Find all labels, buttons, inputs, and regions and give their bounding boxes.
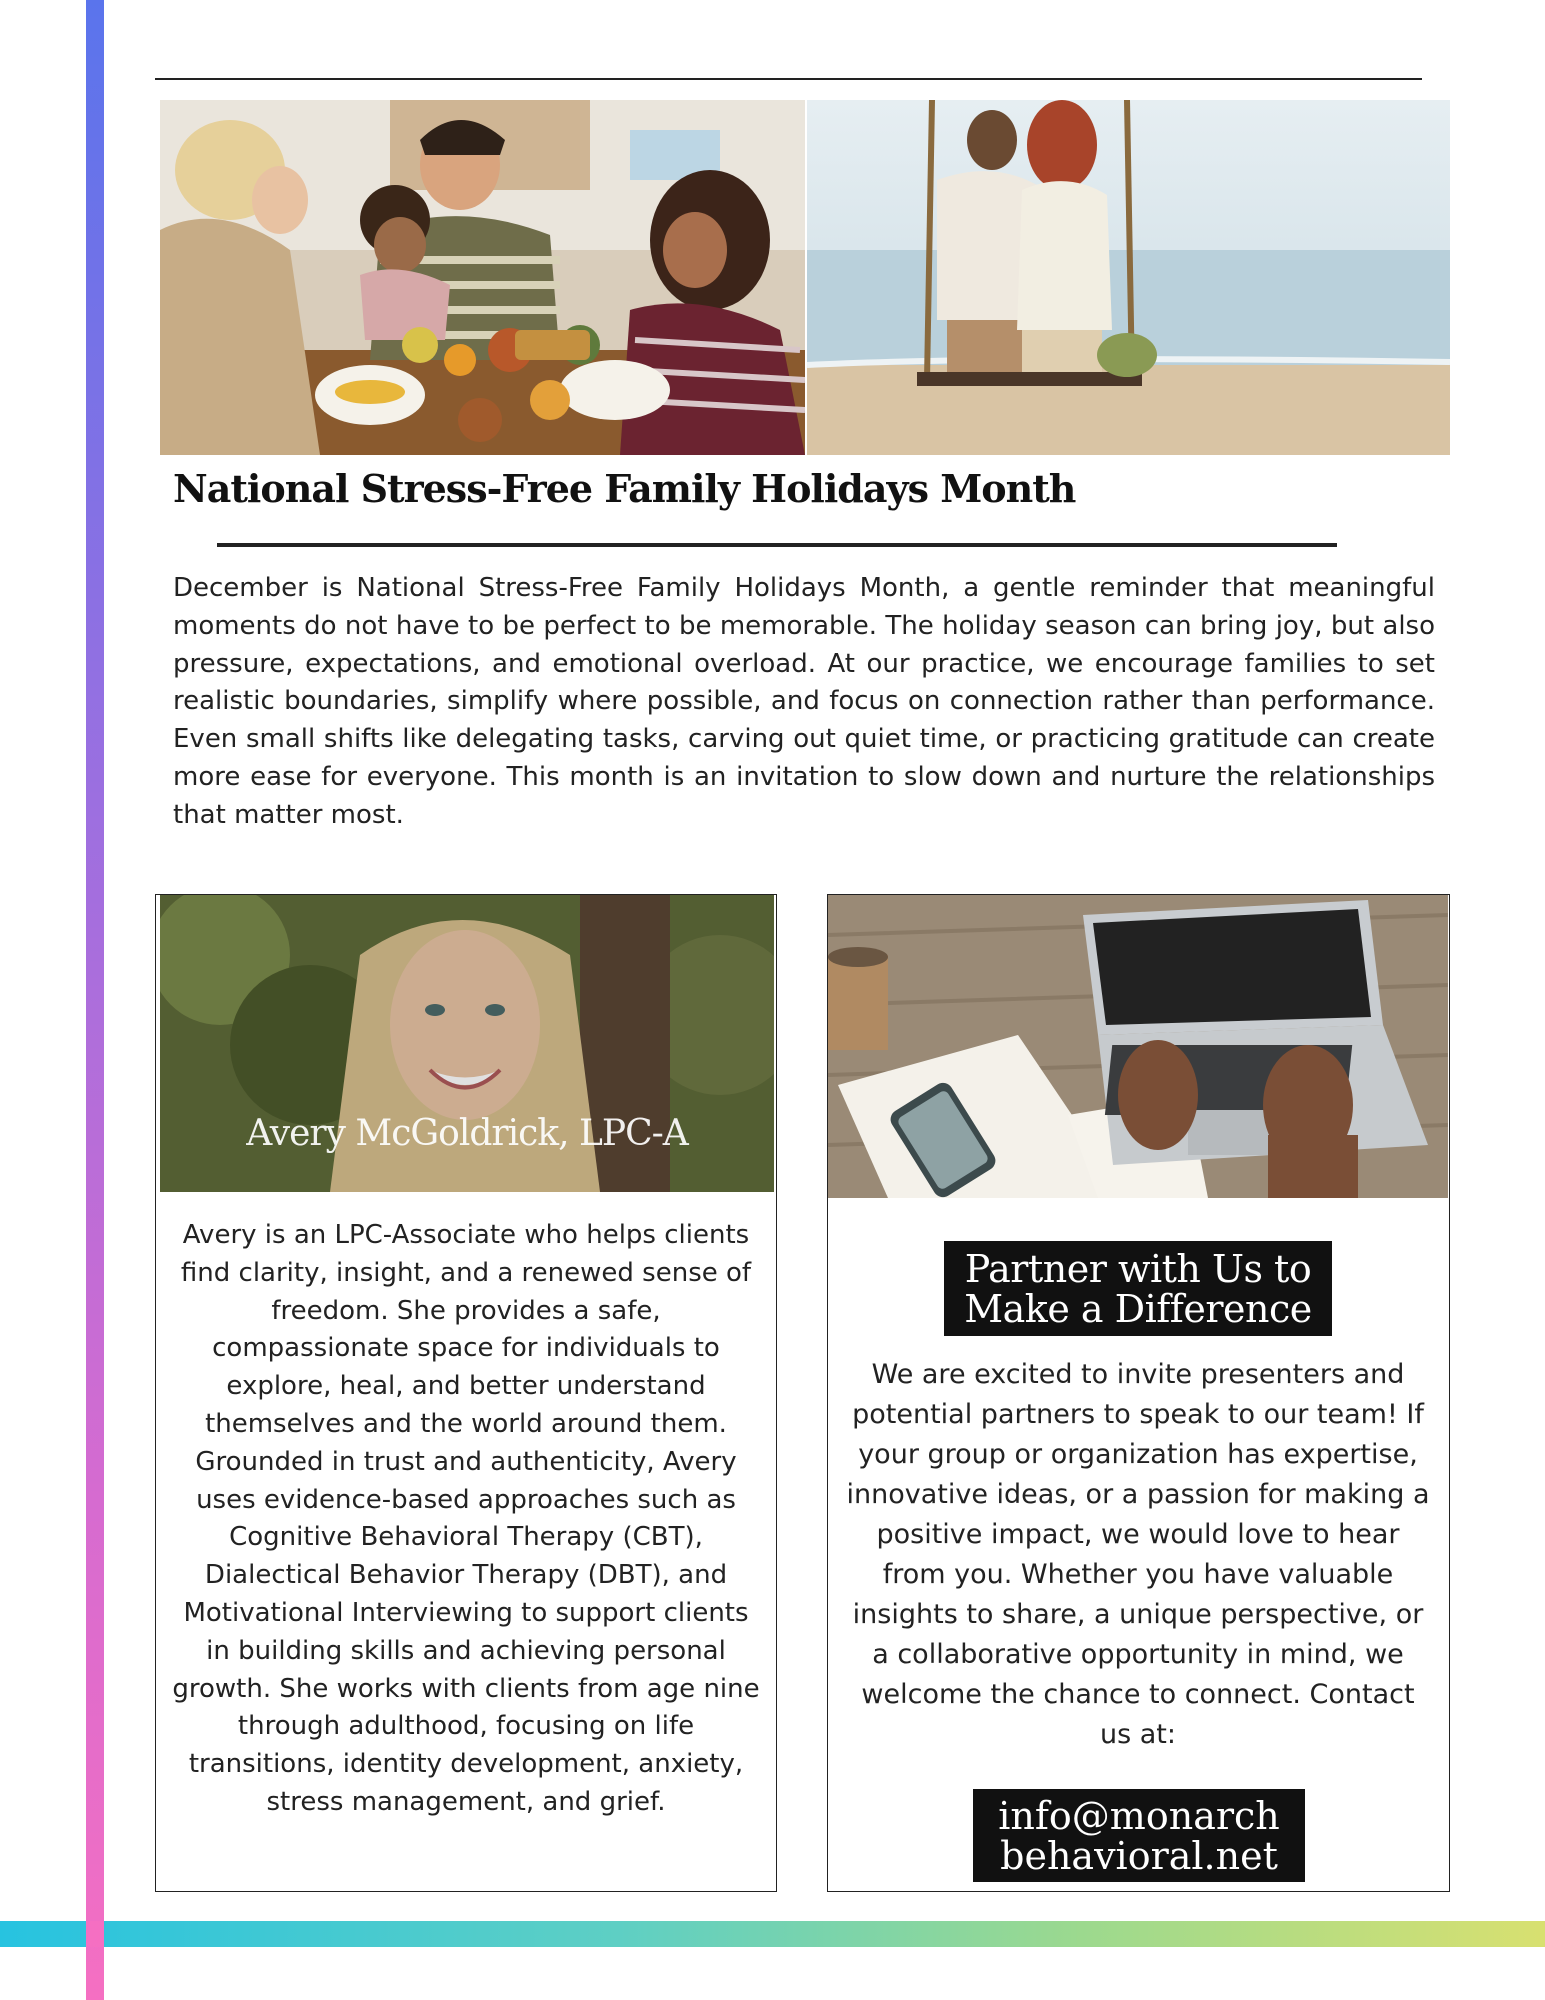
partner-card — [827, 894, 1450, 1892]
laptop-photo — [828, 895, 1448, 1198]
accent-bar-corner — [86, 1921, 104, 1947]
therapist-photo — [160, 895, 774, 1192]
top-divider — [155, 78, 1422, 80]
partner-heading-line-2: Make a Difference — [964, 1287, 1312, 1331]
therapist-name: Avery McGoldrick, LPC-A — [246, 1113, 688, 1154]
partner-heading — [944, 1241, 1332, 1336]
partner-paragraph: We are excited to invite presenters and potential partners to speak to our team! If your group or organization has expertise, innovative ideas, or a passion for making a positive impact, we would love to hear from you. Whether you have valuable insights to share, a unique perspective, or a collaborative opportunity in mind, we welcome the chance to connect. Contact us at: — [846, 1359, 1430, 1750]
family-dinner-photo — [160, 100, 805, 455]
left-accent-bar — [86, 0, 104, 2000]
bottom-accent-bar — [0, 1921, 1545, 1947]
beach-swing-photo — [807, 100, 1450, 455]
headline: National Stress-Free Family Holidays Month — [173, 466, 1076, 511]
partner-heading-line-1: Partner with Us to — [964, 1247, 1312, 1291]
therapist-bio: Avery is an LPC-Associate who helps clients find clarity, insight, and a renewed sense of freedom. She provides a safe, compassionate space for individuals to explore, heal, and better understand themselves and the world around them. Grounded in trust and authenticity, Avery uses evidence-based approaches such as Cognitive Behavioral Therapy (CBT), Dialectical Behavior Therapy (DBT), and Motivational Interviewing to support clients in building skills and achieving personal growth. She works with clients from age nine through adulthood, focusing on life transitions, identity development, anxiety, stress management, and grief. — [172, 1220, 760, 1817]
headline-divider — [217, 543, 1337, 547]
intro-paragraph: December is National Stress-Free Family Holidays Month, a gentle reminder that meaningful moments do not have to be perfect to be memorable. The holiday season can bring joy, but also pressure, expectations, and emotional overload. At our practice, we encourage families to set realistic boundaries, simplify where possible, and focus on connection rather than performance. Even small shifts like delegating tasks, carving out quiet time, or practicing gratitude can create more ease for everyone. This month is an invitation to slow down and nurture the relationships that matter most. — [173, 573, 1435, 830]
email-line-2: behavioral.net — [1000, 1834, 1278, 1878]
email-line-1: info@monarch — [998, 1794, 1280, 1838]
therapist-card — [155, 894, 777, 1892]
contact-email[interactable] — [973, 1789, 1305, 1882]
